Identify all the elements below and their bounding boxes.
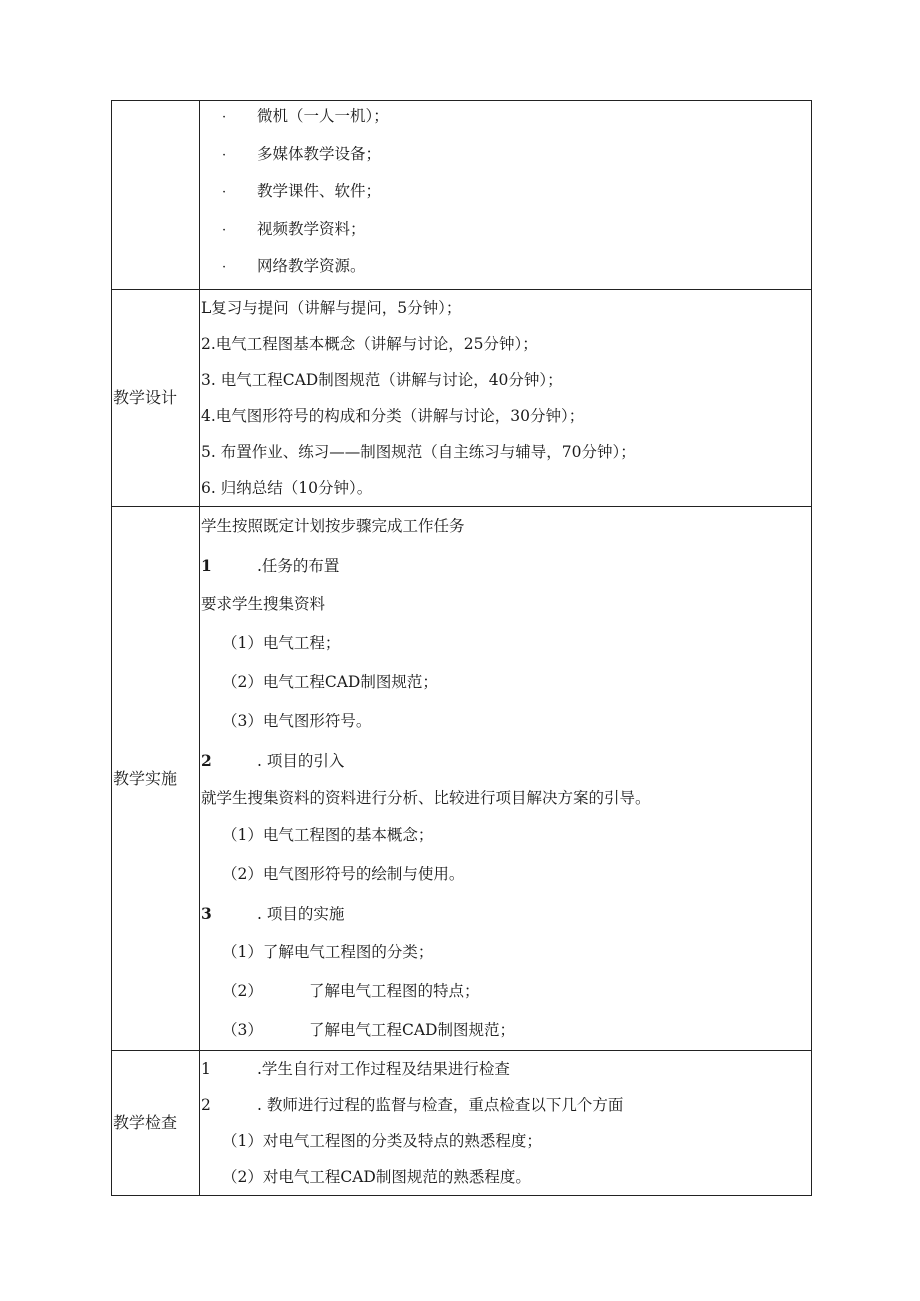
step-sub-item: [200, 972, 811, 1011]
check-sub-item: （2）对电气工程CAD制图规范的熟悉程度。: [222, 1167, 531, 1186]
equipment-item: [200, 176, 811, 214]
check-text: . 教师进行过程的监督与检查，重点检查以下几个方面: [257, 1095, 624, 1114]
check-label: 教学检查: [113, 1113, 178, 1132]
equipment-item-text: 网络教学资源。: [257, 257, 366, 275]
equipment-content: [200, 101, 812, 290]
bullet-icon: ·: [222, 185, 227, 200]
step-heading: [200, 894, 811, 933]
step-heading: [200, 546, 811, 585]
step-sub-item: （3）电气图形符号。: [222, 711, 372, 730]
step-number: 1: [201, 555, 212, 575]
implementation-row: [112, 506, 812, 1050]
design-item: L复习与提问（讲解与提问，5分钟）；: [201, 298, 462, 317]
equipment-item: [200, 251, 811, 289]
check-sub-item: （1）对电气工程图的分类及特点的熟悉程度；: [222, 1131, 542, 1150]
step-lead: 要求学生搜集资料: [201, 594, 326, 613]
equipment-item-text: 微机（一人一机）；: [257, 107, 389, 125]
check-number: 2: [201, 1095, 211, 1114]
step-sub-item: [200, 1011, 811, 1050]
lesson-plan-table: [111, 100, 812, 1196]
implementation-label: 教学实施: [113, 768, 178, 788]
step-sub-item: （1）电气工程图的基本概念；: [222, 825, 434, 844]
step-number: 2: [201, 750, 212, 770]
step-sub-text: 了解电气工程图的分类；: [262, 942, 434, 961]
step-sub-prefix: （3）: [222, 1020, 263, 1039]
design-item: 5. 布置作业、练习——制图规范（自主练习与辅导，70分钟）；: [201, 442, 636, 461]
design-item: 3. 电气工程CAD制图规范（讲解与讨论，40分钟）；: [201, 370, 563, 389]
design-label-cell: [112, 289, 200, 506]
bullet-icon: ·: [222, 260, 227, 275]
equipment-item: [200, 101, 811, 139]
step-sub-item: （2）电气图形符号的绘制与使用。: [222, 864, 465, 883]
design-item: 2.电气工程图基本概念（讲解与讨论，25分钟）；: [201, 334, 538, 353]
equipment-item-text: 视频教学资料；: [257, 219, 366, 238]
check-number: 1: [201, 1059, 211, 1078]
equipment-item: [200, 139, 811, 177]
bullet-icon: ·: [222, 110, 227, 125]
step-title: . 项目的实施: [257, 904, 345, 923]
step-sub-item: [200, 933, 811, 972]
bullet-icon: ·: [222, 147, 227, 163]
check-item: [200, 1087, 811, 1123]
implementation-content: [200, 506, 812, 1050]
design-row: [112, 289, 812, 506]
step-sub-text: 了解电气工程CAD制图规范；: [309, 1020, 515, 1039]
bullet-icon: ·: [222, 222, 227, 238]
equipment-item: [200, 214, 811, 252]
check-text: .学生自行对工作过程及结果进行检查: [257, 1059, 510, 1078]
design-item: 6. 归纳总结（10分钟）。: [201, 478, 373, 497]
equipment-row: [112, 101, 812, 290]
check-label-cell: [112, 1050, 200, 1195]
design-label: 教学设计: [113, 388, 178, 407]
check-item: [200, 1051, 811, 1087]
check-content: [200, 1050, 812, 1195]
step-number: 3: [201, 903, 212, 923]
step-sub-item: （1）电气工程；: [222, 633, 341, 652]
implementation-intro: 学生按照既定计划按步骤完成工作任务: [201, 516, 465, 535]
step-lead: 就学生搜集资料的资料进行分析、比较进行项目解决方案的引导。: [201, 788, 651, 807]
step-title: . 项目的引入: [257, 751, 345, 770]
implementation-label-cell: [112, 506, 200, 1050]
step-sub-prefix: （1）: [222, 942, 263, 961]
step-sub-item: （2）电气工程CAD制图规范；: [222, 672, 438, 691]
equipment-label-cell: [112, 101, 200, 290]
check-row: [112, 1050, 812, 1195]
design-item: 4.电气图形符号的构成和分类（讲解与讨论，30分钟）；: [201, 406, 585, 425]
step-sub-prefix: （2）: [222, 981, 263, 1000]
step-heading: [200, 741, 811, 780]
equipment-item-text: 教学课件、软件；: [257, 182, 382, 200]
step-title: .任务的布置: [257, 556, 340, 575]
design-content: [200, 289, 812, 506]
step-sub-text: 了解电气工程图的特点；: [309, 981, 480, 1000]
equipment-item-text: 多媒体教学设备；: [257, 144, 382, 163]
